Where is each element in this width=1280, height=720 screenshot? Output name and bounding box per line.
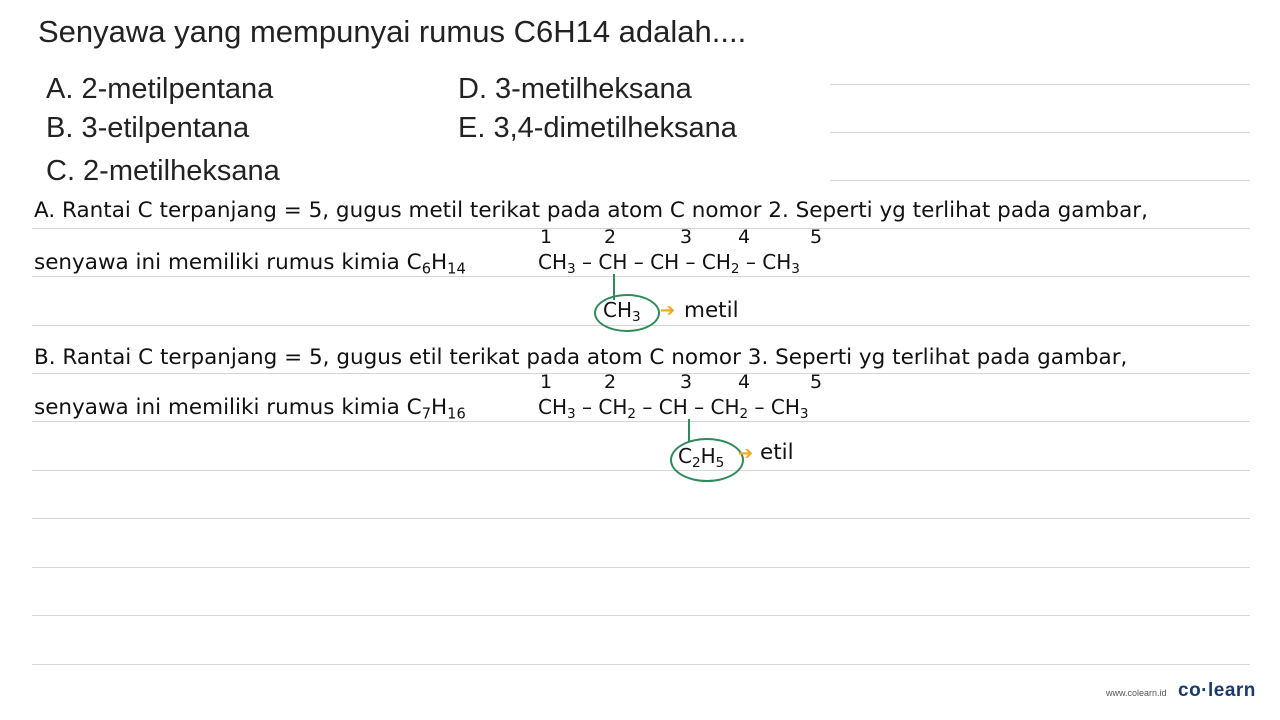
ruled-line	[32, 373, 1250, 374]
explanation-b-line1: B. Rantai C terpanjang = 5, gugus etil terikat pada atom C nomor 3. Seperti yg terlihat pada gambar,	[34, 345, 1128, 370]
branch-group-b: $C_2H_5$	[678, 444, 725, 472]
watermark-logo: co·learn	[1178, 680, 1256, 701]
ruled-line	[830, 84, 1250, 85]
carbon-number: 3	[680, 371, 693, 393]
carbon-number: 2	[604, 226, 617, 248]
ruled-line	[32, 567, 1250, 568]
question-text: Senyawa yang mempunyai rumus C6H14 adalah....	[38, 14, 747, 49]
explanation-b-line2: senyawa ini memiliki rumus kimia $C_7H_{16}$	[34, 395, 466, 423]
structural-formula-a: $CH_3$ – CH – CH – $CH_2 - CH_3$	[538, 250, 800, 278]
ruled-line	[32, 615, 1250, 616]
carbon-number: 5	[810, 371, 823, 393]
carbon-number: 2	[604, 371, 617, 393]
carbon-number: 1	[540, 371, 553, 393]
ruled-line	[32, 421, 1250, 422]
watermark-url: www.colearn.id	[1106, 688, 1167, 698]
explanation-a-line1: A. Rantai C terpanjang = 5, gugus metil terikat pada atom C nomor 2. Seperti yg terlihat pada gambar,	[34, 198, 1148, 223]
ruled-line	[32, 664, 1250, 665]
arrow-right-icon: ➔	[660, 300, 676, 321]
carbon-number: 1	[540, 226, 553, 248]
ruled-line	[32, 228, 1250, 229]
branch-bond-line	[688, 419, 690, 441]
arrow-right-icon: ➔	[738, 443, 754, 464]
carbon-number: 4	[738, 226, 751, 248]
carbon-number: 4	[738, 371, 751, 393]
option-d: D. 3-metilheksana	[458, 73, 692, 105]
ruled-line	[32, 518, 1250, 519]
ruled-line	[830, 180, 1250, 181]
option-c: C. 2-metilheksana	[46, 155, 280, 187]
carbon-number: 3	[680, 226, 693, 248]
branch-label-b: etil	[760, 440, 794, 465]
ruled-line	[32, 470, 1250, 471]
structural-formula-b: $CH_3 - CH_2$ – CH – $CH_2 - CH_3$	[538, 395, 809, 423]
ruled-line	[32, 276, 1250, 277]
ruled-line	[830, 132, 1250, 133]
option-e: E. 3,4-dimetilheksana	[458, 112, 737, 144]
option-b: B. 3-etilpentana	[46, 112, 250, 144]
explanation-a-line2: senyawa ini memiliki rumus kimia $C_6H_{14}$	[34, 250, 466, 278]
option-a: A. 2-metilpentana	[46, 73, 274, 105]
branch-group-a: $CH_3$	[603, 298, 641, 326]
branch-label-a: metil	[684, 298, 739, 323]
carbon-number: 5	[810, 226, 823, 248]
